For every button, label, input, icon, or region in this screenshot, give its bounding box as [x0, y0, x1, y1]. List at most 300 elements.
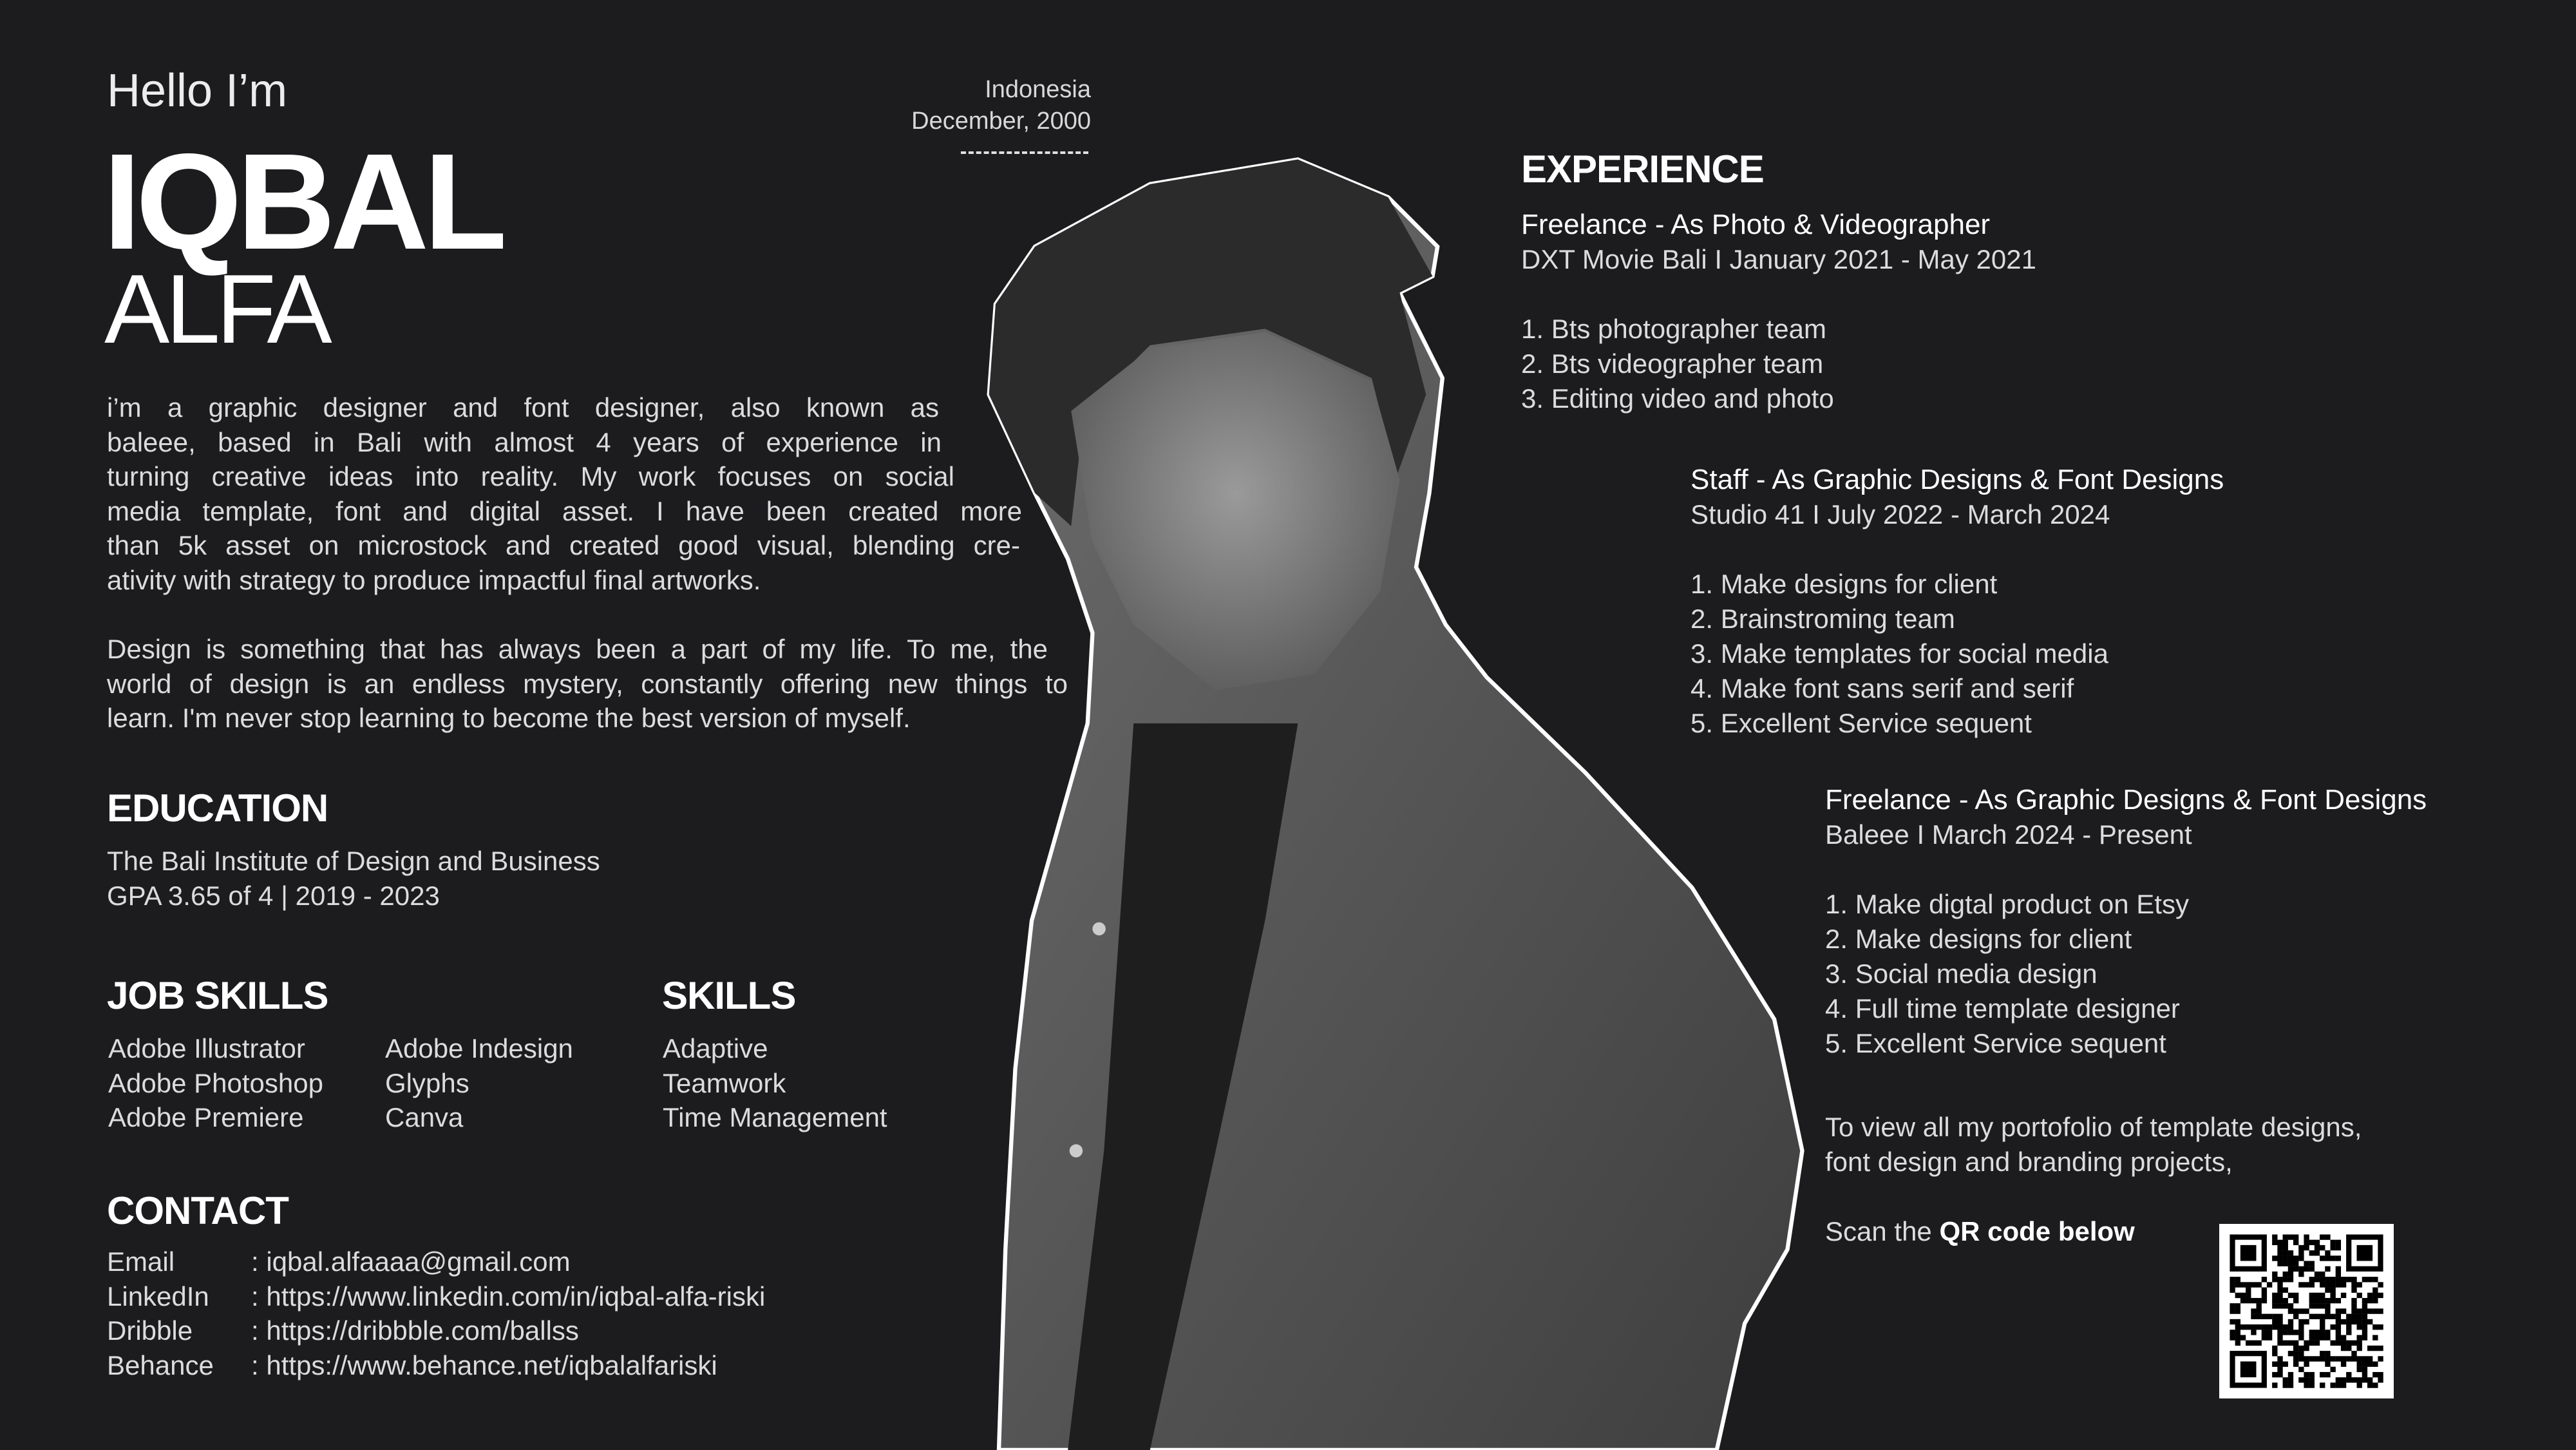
experience-job-2	[1690, 463, 2224, 741]
qr-module	[2336, 1314, 2341, 1319]
last-name: ALFA	[104, 254, 328, 364]
qr-module	[2351, 1277, 2356, 1282]
qr-module	[2277, 1240, 2282, 1245]
qr-module	[2251, 1282, 2256, 1287]
qr-module	[2277, 1324, 2282, 1330]
qr-module	[2277, 1330, 2282, 1335]
qr-module	[2336, 1282, 2341, 1287]
qr-module	[2309, 1335, 2315, 1340]
qr-module	[2267, 1335, 2272, 1340]
qr-module	[2277, 1298, 2282, 1303]
qr-module	[2272, 1293, 2277, 1298]
qr-module	[2320, 1335, 2325, 1340]
qr-module	[2341, 1277, 2346, 1282]
qr-module	[2357, 1377, 2362, 1382]
qr-module	[2283, 1340, 2288, 1346]
qr-module	[2293, 1340, 2298, 1346]
bio-line: turning creative ideas into reality. My work focuses on social	[107, 461, 954, 492]
qr-module	[2230, 1308, 2235, 1313]
qr-module	[2325, 1351, 2330, 1356]
qr-module	[2330, 1282, 2335, 1287]
qr-module	[2325, 1362, 2330, 1367]
qr-module	[2298, 1282, 2304, 1287]
qr-module	[2357, 1367, 2362, 1372]
qr-module	[2309, 1261, 2315, 1266]
qr-module	[2320, 1382, 2325, 1388]
qr-module	[2288, 1277, 2293, 1282]
qr-module	[2378, 1282, 2383, 1287]
qr-module	[2367, 1362, 2372, 1367]
experience-job-3	[1825, 783, 2427, 1061]
qr-module	[2272, 1240, 2277, 1245]
qr-module	[2325, 1250, 2330, 1255]
qr-module	[2240, 1335, 2246, 1340]
qr-module	[2346, 1356, 2351, 1361]
qr-module	[2362, 1367, 2367, 1372]
skill-item: Adobe Illustrator	[108, 1033, 305, 1064]
qr-module	[2357, 1308, 2362, 1313]
qr-module	[2378, 1356, 2383, 1361]
qr-module	[2325, 1255, 2330, 1261]
qr-module	[2304, 1282, 2309, 1287]
qr-module	[2277, 1255, 2282, 1261]
qr-module	[2240, 1362, 2257, 1378]
qr-module	[2336, 1298, 2341, 1303]
qr-module	[2315, 1303, 2320, 1308]
qr-code-pattern	[2219, 1224, 2394, 1398]
qr-module	[2283, 1234, 2288, 1239]
qr-module	[2304, 1362, 2309, 1367]
qr-module	[2272, 1351, 2277, 1356]
qr-module	[2315, 1340, 2320, 1346]
dribbble-link[interactable]: : https://dribbble.com/ballss	[251, 1315, 579, 1346]
contact-dribbble	[107, 1313, 765, 1348]
qr-module	[2251, 1324, 2256, 1330]
bio	[107, 390, 1068, 736]
qr-module	[2315, 1277, 2320, 1282]
qr-module	[2293, 1234, 2298, 1239]
qr-module	[2235, 1277, 2240, 1282]
job-duty: 1. Make digtal product on Etsy	[1825, 889, 2189, 919]
qr-module	[2309, 1382, 2315, 1388]
qr-module	[2246, 1282, 2251, 1287]
qr-module	[2325, 1234, 2330, 1239]
qr-module	[2298, 1330, 2304, 1335]
qr-module	[2288, 1340, 2293, 1346]
qr-module	[2346, 1319, 2351, 1324]
bio-line: learn. I'm never stop learning to become the best version of myself.	[107, 703, 911, 734]
qr-module	[2283, 1324, 2288, 1330]
qr-module	[2309, 1282, 2315, 1287]
qr-module	[2362, 1335, 2367, 1340]
skills-list	[663, 1031, 887, 1135]
qr-module	[2293, 1351, 2298, 1356]
email-link[interactable]: : iqbal.alfaaaa@gmail.com	[251, 1246, 571, 1277]
skill-item: Time Management	[663, 1102, 887, 1133]
qr-module	[2330, 1293, 2335, 1298]
qr-module	[2293, 1308, 2298, 1313]
qr-module	[2251, 1308, 2256, 1313]
qr-module	[2351, 1340, 2356, 1346]
qr-module	[2325, 1303, 2330, 1308]
qr-module	[2309, 1356, 2315, 1361]
qr-module	[2330, 1340, 2335, 1346]
qr-module	[2304, 1319, 2309, 1324]
qr-module	[2256, 1298, 2261, 1303]
qr-module	[2288, 1330, 2293, 1335]
qr-module	[2336, 1255, 2341, 1261]
qr-module	[2288, 1324, 2293, 1330]
qr-module	[2362, 1319, 2367, 1324]
qr-module	[2336, 1272, 2341, 1277]
qr-module	[2240, 1282, 2246, 1287]
qr-module	[2372, 1293, 2378, 1298]
bio-line: baleee, based in Bali with almost 4 years of experience in	[107, 426, 942, 457]
qr-code[interactable]	[2219, 1224, 2394, 1398]
qr-module	[2277, 1250, 2282, 1255]
qr-module	[2246, 1293, 2251, 1298]
qr-module	[2320, 1319, 2325, 1324]
qr-module	[2298, 1308, 2304, 1313]
qr-module	[2277, 1261, 2282, 1266]
qr-module	[2293, 1261, 2298, 1266]
bio-line: than 5k asset on microstock and created good visual, blending cre-	[107, 530, 1020, 561]
qr-module	[2357, 1282, 2362, 1287]
qr-module	[2372, 1372, 2378, 1377]
qr-module	[2341, 1356, 2346, 1361]
qr-module	[2336, 1335, 2341, 1340]
behance-link[interactable]: : https://www.behance.net/iqbalalfariski	[251, 1350, 717, 1380]
qr-module	[2330, 1382, 2335, 1388]
qr-module	[2272, 1255, 2277, 1261]
skill-item: Glyphs	[385, 1067, 469, 1098]
qr-module	[2320, 1234, 2325, 1239]
bio-line: Design is something that has always been a part of my life. To me, the	[107, 634, 1048, 665]
qr-module	[2246, 1288, 2251, 1293]
qr-module	[2315, 1250, 2320, 1255]
job-duty: 1. Bts photographer team	[1521, 314, 1826, 344]
qr-module	[2298, 1356, 2304, 1361]
qr-module	[2288, 1377, 2293, 1382]
qr-module	[2298, 1255, 2304, 1261]
qr-module	[2330, 1314, 2335, 1319]
qr-module	[2267, 1314, 2272, 1319]
qr-module	[2293, 1298, 2298, 1303]
qr-module	[2367, 1377, 2372, 1382]
qr-module	[2351, 1288, 2356, 1293]
qr-module	[2315, 1240, 2320, 1245]
qr-module	[2262, 1288, 2267, 1293]
qr-module	[2277, 1335, 2282, 1340]
qr-module	[2267, 1330, 2272, 1335]
qr-module	[2341, 1382, 2346, 1388]
qr-module	[2240, 1245, 2257, 1261]
qr-module	[2357, 1340, 2362, 1346]
qr-module	[2378, 1308, 2383, 1313]
qr-module	[2346, 1377, 2351, 1382]
qr-module	[2298, 1346, 2304, 1351]
qr-module	[2288, 1382, 2293, 1388]
qr-module	[2367, 1346, 2372, 1351]
skill-item: Adobe Indesign	[385, 1033, 573, 1064]
job-duty: 3. Make templates for social media	[1690, 638, 2108, 669]
qr-module	[2272, 1303, 2277, 1308]
qr-module	[2230, 1277, 2235, 1282]
qr-module	[2309, 1293, 2315, 1298]
qr-module	[2336, 1330, 2341, 1335]
qr-module	[2330, 1356, 2335, 1361]
qr-module	[2372, 1382, 2378, 1388]
qr-module	[2298, 1367, 2304, 1372]
qr-module	[2315, 1335, 2320, 1340]
qr-module	[2325, 1314, 2330, 1319]
qr-module	[2315, 1356, 2320, 1361]
linkedin-link[interactable]: : https://www.linkedin.com/in/iqbal-alfa-riski	[251, 1281, 766, 1312]
qr-module	[2325, 1330, 2330, 1335]
qr-module	[2283, 1250, 2288, 1255]
jacket-button	[1070, 1144, 1083, 1157]
qr-module	[2320, 1298, 2325, 1303]
qr-module	[2351, 1303, 2356, 1308]
qr-module	[2330, 1324, 2335, 1330]
qr-module	[2293, 1293, 2298, 1298]
qr-module	[2346, 1314, 2351, 1319]
qr-module	[2298, 1319, 2304, 1324]
qr-module	[2330, 1367, 2335, 1372]
qr-module	[2230, 1319, 2235, 1324]
qr-module	[2288, 1351, 2293, 1356]
qr-module	[2298, 1324, 2304, 1330]
qr-module	[2304, 1377, 2309, 1382]
qr-module	[2256, 1340, 2261, 1346]
qr-module	[2230, 1330, 2235, 1335]
qr-module	[2251, 1340, 2256, 1346]
qr-module	[2283, 1362, 2288, 1367]
qr-module	[2293, 1356, 2298, 1361]
qr-module	[2320, 1330, 2325, 1335]
qr-module	[2357, 1362, 2362, 1367]
qr-module	[2309, 1266, 2315, 1272]
qr-module	[2309, 1277, 2315, 1282]
qr-module	[2309, 1250, 2315, 1255]
qr-module	[2251, 1330, 2256, 1335]
skill-item: Teamwork	[663, 1067, 786, 1098]
qr-module	[2309, 1330, 2315, 1335]
qr-module	[2372, 1277, 2378, 1282]
qr-module	[2351, 1298, 2356, 1303]
qr-module	[2325, 1277, 2330, 1282]
qr-module	[2346, 1324, 2351, 1330]
qr-module	[2288, 1293, 2293, 1298]
first-name: IQBAL	[103, 125, 502, 278]
qr-module	[2336, 1324, 2341, 1330]
qr-module	[2357, 1319, 2362, 1324]
qr-module	[2298, 1377, 2304, 1382]
qr-module	[2357, 1293, 2362, 1298]
contact-email	[107, 1245, 765, 1279]
qr-module	[2378, 1377, 2383, 1382]
qr-module	[2288, 1261, 2293, 1266]
qr-module	[2351, 1308, 2356, 1313]
qr-module	[2235, 1319, 2240, 1324]
qr-module	[2320, 1351, 2325, 1356]
qr-module	[2330, 1277, 2335, 1282]
qr-module	[2362, 1314, 2367, 1319]
qr-module	[2256, 1282, 2261, 1287]
qr-module	[2341, 1293, 2346, 1298]
job-duty: 2. Make designs for client	[1825, 924, 2132, 954]
education-details	[107, 844, 600, 913]
qr-module	[2341, 1340, 2346, 1346]
qr-module	[2277, 1314, 2282, 1319]
qr-module	[2315, 1245, 2320, 1250]
qr-module	[2320, 1324, 2325, 1330]
qr-module	[2378, 1324, 2383, 1330]
qr-module	[2288, 1308, 2293, 1313]
qr-module	[2378, 1372, 2383, 1377]
qr-module	[2288, 1255, 2293, 1261]
qr-module	[2283, 1298, 2288, 1303]
qr-module	[2315, 1293, 2320, 1298]
qr-module	[2320, 1293, 2325, 1298]
qr-module	[2315, 1314, 2320, 1319]
experience-heading: EXPERIENCE	[1521, 148, 1764, 191]
qr-module	[2277, 1356, 2282, 1361]
qr-module	[2315, 1298, 2320, 1303]
qr-module	[2320, 1245, 2325, 1250]
qr-module	[2293, 1362, 2298, 1367]
qr-module	[2325, 1266, 2330, 1272]
qr-module	[2272, 1314, 2277, 1319]
qr-module	[2288, 1272, 2293, 1277]
qr-module	[2367, 1382, 2372, 1388]
qr-module	[2240, 1293, 2246, 1298]
qr-module	[2246, 1340, 2251, 1346]
qr-module	[2272, 1372, 2277, 1377]
qr-module	[2272, 1382, 2277, 1388]
qr-module	[2272, 1346, 2277, 1351]
qr-module	[2362, 1330, 2367, 1335]
qr-module	[2330, 1240, 2335, 1245]
qr-module	[2277, 1277, 2282, 1282]
qr-module	[2277, 1245, 2282, 1250]
qr-module	[2272, 1298, 2277, 1303]
qr-module	[2346, 1346, 2351, 1351]
job-skills-col2	[385, 1031, 573, 1135]
qr-module	[2362, 1308, 2367, 1313]
qr-module	[2325, 1372, 2330, 1377]
qr-module	[2357, 1335, 2362, 1340]
qr-module	[2367, 1308, 2372, 1313]
qr-module	[2293, 1266, 2298, 1272]
qr-module	[2288, 1372, 2293, 1377]
qr-module	[2320, 1277, 2325, 1282]
job-subtitle: Studio 41 I July 2022 - March 2024	[1690, 499, 2110, 529]
contact-label: Dribble	[107, 1315, 193, 1346]
qr-module	[2315, 1272, 2320, 1277]
qr-module	[2304, 1261, 2309, 1266]
contact-heading: CONTACT	[107, 1189, 289, 1232]
job-duty: 4. Make font sans serif and serif	[1690, 673, 2074, 703]
greeting: Hello I’m	[107, 65, 288, 117]
qr-module	[2298, 1250, 2304, 1255]
qr-module	[2372, 1324, 2378, 1330]
scan-emphasis: QR code below	[1939, 1216, 2135, 1246]
job-duty: 5. Excellent Service sequent	[1690, 708, 2032, 738]
qr-module	[2336, 1277, 2341, 1282]
qr-module	[2367, 1277, 2372, 1282]
qr-module	[2298, 1351, 2304, 1356]
qr-module	[2277, 1362, 2282, 1367]
qr-module	[2320, 1372, 2325, 1377]
bio-line: media template, font and digital asset. I have been created more	[107, 495, 1022, 526]
birth-date: December, 2000	[911, 108, 1091, 135]
qr-module	[2283, 1288, 2288, 1293]
qr-module	[2277, 1303, 2282, 1308]
qr-module	[2336, 1340, 2341, 1346]
qr-module	[2325, 1335, 2330, 1340]
qr-module	[2262, 1277, 2267, 1282]
qr-module	[2309, 1314, 2315, 1319]
qr-module	[2336, 1266, 2341, 1272]
qr-module	[2330, 1255, 2335, 1261]
qr-module	[2235, 1303, 2240, 1308]
qr-module	[2320, 1272, 2325, 1277]
location: Indonesia	[985, 76, 1091, 103]
skill-item: Adobe Premiere	[108, 1102, 304, 1133]
qr-module	[2277, 1282, 2282, 1287]
qr-module	[2230, 1282, 2235, 1287]
qr-module	[2351, 1319, 2356, 1324]
qr-module	[2272, 1319, 2277, 1324]
qr-module	[2336, 1308, 2341, 1313]
qr-module	[2256, 1314, 2261, 1319]
qr-module	[2283, 1240, 2288, 1245]
qr-module	[2262, 1335, 2267, 1340]
qr-module	[2351, 1356, 2356, 1361]
qr-module	[2293, 1240, 2298, 1245]
qr-module	[2362, 1277, 2367, 1282]
qr-module	[2336, 1245, 2341, 1250]
job-duty: 2. Brainstroming team	[1690, 604, 1955, 634]
bio-line: ativity with strategy to produce impactful final artworks.	[107, 564, 761, 595]
qr-module	[2357, 1356, 2362, 1361]
skills-heading: SKILLS	[662, 974, 796, 1017]
qr-module	[2341, 1362, 2346, 1367]
job-duty: 5. Excellent Service sequent	[1825, 1028, 2166, 1058]
qr-module	[2362, 1362, 2367, 1367]
bio-line: world of design is an endless mystery, constantly offering new things to	[107, 668, 1068, 699]
qr-module	[2309, 1377, 2315, 1382]
qr-module	[2351, 1351, 2356, 1356]
qr-module	[2362, 1303, 2367, 1308]
contact-linkedin	[107, 1279, 765, 1314]
qr-module	[2262, 1324, 2267, 1330]
qr-module	[2362, 1372, 2367, 1377]
qr-module	[2330, 1288, 2335, 1293]
portfolio-line: font design and branding projects,	[1825, 1147, 2233, 1177]
contact-label: Email	[107, 1246, 175, 1277]
qr-module	[2283, 1330, 2288, 1335]
qr-module	[2277, 1340, 2282, 1346]
qr-module	[2283, 1245, 2288, 1250]
qr-module	[2325, 1298, 2330, 1303]
qr-module	[2272, 1234, 2277, 1239]
qr-module	[2235, 1282, 2240, 1287]
qr-module	[2283, 1272, 2288, 1277]
qr-module	[2309, 1372, 2315, 1377]
qr-module	[2367, 1319, 2372, 1324]
